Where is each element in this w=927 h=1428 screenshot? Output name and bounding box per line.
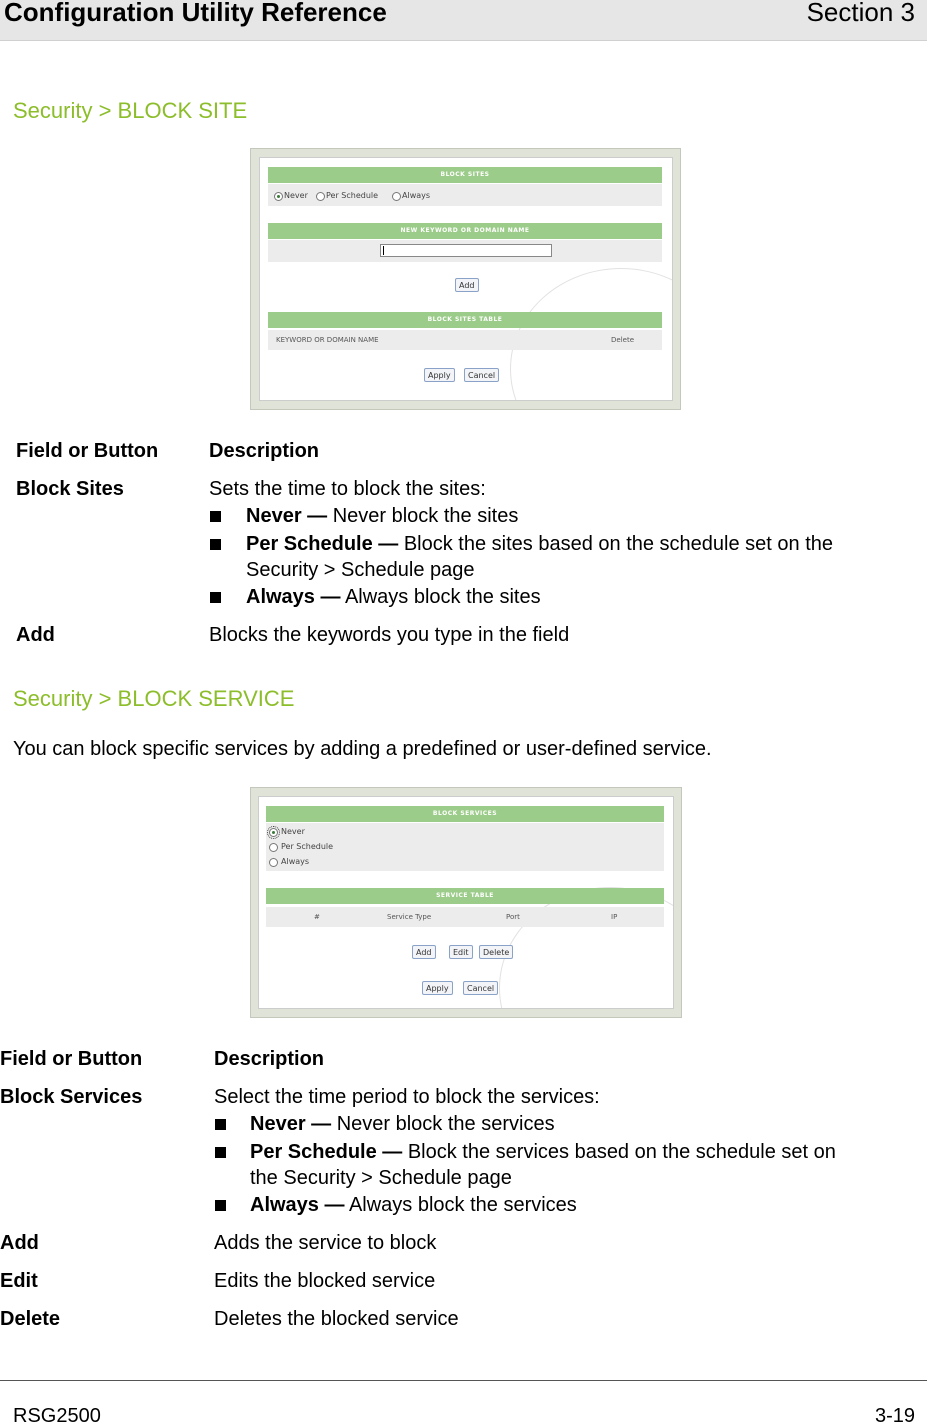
desc-delete: Deletes the blocked service: [214, 1308, 459, 1330]
text-caret: [383, 246, 384, 255]
block-service-screenshot: [250, 787, 682, 1018]
bullet-always: [246, 584, 541, 611]
add-button[interactable]: Add: [455, 278, 479, 292]
bullet-text: Always block the services: [344, 1194, 577, 1216]
field-block-services: Block Services: [0, 1086, 143, 1108]
bullet-term: Never —: [250, 1113, 332, 1135]
apply-button[interactable]: Apply: [424, 368, 455, 382]
cancel-button[interactable]: Cancel: [463, 981, 498, 995]
block-site-screenshot: [250, 148, 681, 410]
bullet-continuation: Security > Schedule page: [246, 559, 475, 581]
page-header: [0, 0, 927, 41]
service-table-header: [266, 907, 664, 927]
bullet-text: Block the sites based on the schedule set on the: [398, 533, 834, 555]
block-service-heading: Security > BLOCK SERVICE: [13, 686, 295, 711]
col-service-type: Service Type: [387, 913, 432, 921]
radio-always-label: Always: [402, 191, 431, 200]
block-site-heading: Security > BLOCK SITE: [13, 98, 248, 123]
footer-model: RSG2500: [13, 1405, 101, 1427]
col-ip: IP: [611, 913, 618, 921]
col-number: #: [314, 913, 320, 921]
bullet-per-schedule: [246, 531, 833, 558]
block-sites-bar: BLOCK SITES: [268, 167, 662, 183]
desc-block-sites: Sets the time to block the sites:: [209, 478, 486, 500]
bullet-always: [250, 1192, 577, 1219]
table2-col-field: Field or Button: [0, 1048, 143, 1070]
radio-per-schedule-label: Per Schedule: [281, 842, 334, 851]
field-add: Add: [0, 1232, 39, 1254]
radio-never[interactable]: [269, 828, 278, 837]
keyword-input[interactable]: [380, 244, 552, 257]
bullet-per-schedule: [250, 1139, 836, 1166]
radio-never[interactable]: [274, 192, 283, 201]
desc-block-services: Select the time period to block the services:: [214, 1086, 600, 1108]
radio-always-label: Always: [281, 857, 310, 866]
col-port: Port: [506, 913, 520, 921]
footer-page-number: 3-19: [874, 1405, 915, 1427]
radio-never-label: Never: [281, 827, 305, 836]
radio-always[interactable]: [392, 192, 401, 201]
desc-edit: Edits the blocked service: [214, 1270, 436, 1292]
field-block-sites: Block Sites: [16, 478, 124, 500]
desc-add: Adds the service to block: [214, 1232, 437, 1254]
block-services-options: [266, 823, 664, 871]
field-edit: Edit: [0, 1270, 38, 1292]
keyword-row: [268, 240, 662, 262]
bullet-text: Block the services based on the schedule set on: [402, 1141, 836, 1163]
footer-divider: [0, 1380, 927, 1381]
block-sites-options: [268, 184, 662, 206]
block-sites-table-header: [268, 330, 662, 350]
field-add: Add: [16, 624, 55, 646]
col-keyword: KEYWORD OR DOMAIN NAME: [276, 336, 379, 344]
radio-per-schedule-label: Per Schedule: [326, 191, 379, 200]
bullet-term: Always —: [250, 1194, 345, 1216]
block-service-intro: You can block specific services by adding a predefined or user-defined service.: [13, 738, 712, 760]
new-keyword-bar: NEW KEYWORD OR DOMAIN NAME: [268, 223, 662, 239]
bullet-text: Always block the sites: [340, 586, 541, 608]
block-service-panel: [258, 796, 674, 1009]
radio-per-schedule[interactable]: [269, 843, 278, 852]
header-title: Configuration Utility Reference: [4, 0, 387, 27]
table1-col-field: Field or Button: [16, 440, 159, 462]
block-sites-table-bar: BLOCK SITES TABLE: [268, 312, 662, 328]
bullet-marker: [210, 592, 221, 603]
table2-col-description: Description: [214, 1048, 325, 1070]
delete-button[interactable]: Delete: [479, 945, 513, 959]
bullet-marker: [215, 1147, 226, 1158]
col-delete: Delete: [611, 336, 634, 344]
radio-per-schedule[interactable]: [316, 192, 325, 201]
bullet-marker: [210, 511, 221, 522]
bullet-marker: [215, 1200, 226, 1211]
block-site-panel: [259, 157, 673, 401]
bullet-term: Per Schedule —: [246, 533, 399, 555]
field-delete: Delete: [0, 1308, 61, 1330]
router-watermark: [499, 887, 674, 1009]
radio-always[interactable]: [269, 858, 278, 867]
bullet-never: [246, 503, 518, 530]
bullet-continuation: the Security > Schedule page: [250, 1167, 512, 1189]
cancel-button[interactable]: Cancel: [464, 368, 499, 382]
edit-button[interactable]: Edit: [449, 945, 473, 959]
radio-never-label: Never: [284, 191, 308, 200]
bullet-never: [250, 1111, 555, 1138]
service-table-bar: SERVICE TABLE: [266, 888, 664, 904]
header-section: Section 3: [806, 0, 915, 27]
block-services-bar: BLOCK SERVICES: [266, 806, 664, 822]
bullet-term: Per Schedule —: [250, 1141, 403, 1163]
apply-button[interactable]: Apply: [422, 981, 453, 995]
bullet-text: Never block the sites: [327, 505, 519, 527]
bullet-text: Never block the services: [331, 1113, 555, 1135]
table1-col-description: Description: [209, 440, 320, 462]
bullet-term: Always —: [246, 586, 341, 608]
bullet-marker: [210, 539, 221, 550]
bullet-term: Never —: [246, 505, 328, 527]
desc-add: Blocks the keywords you type in the field: [209, 624, 570, 646]
add-button[interactable]: Add: [412, 945, 436, 959]
bullet-marker: [215, 1119, 226, 1130]
